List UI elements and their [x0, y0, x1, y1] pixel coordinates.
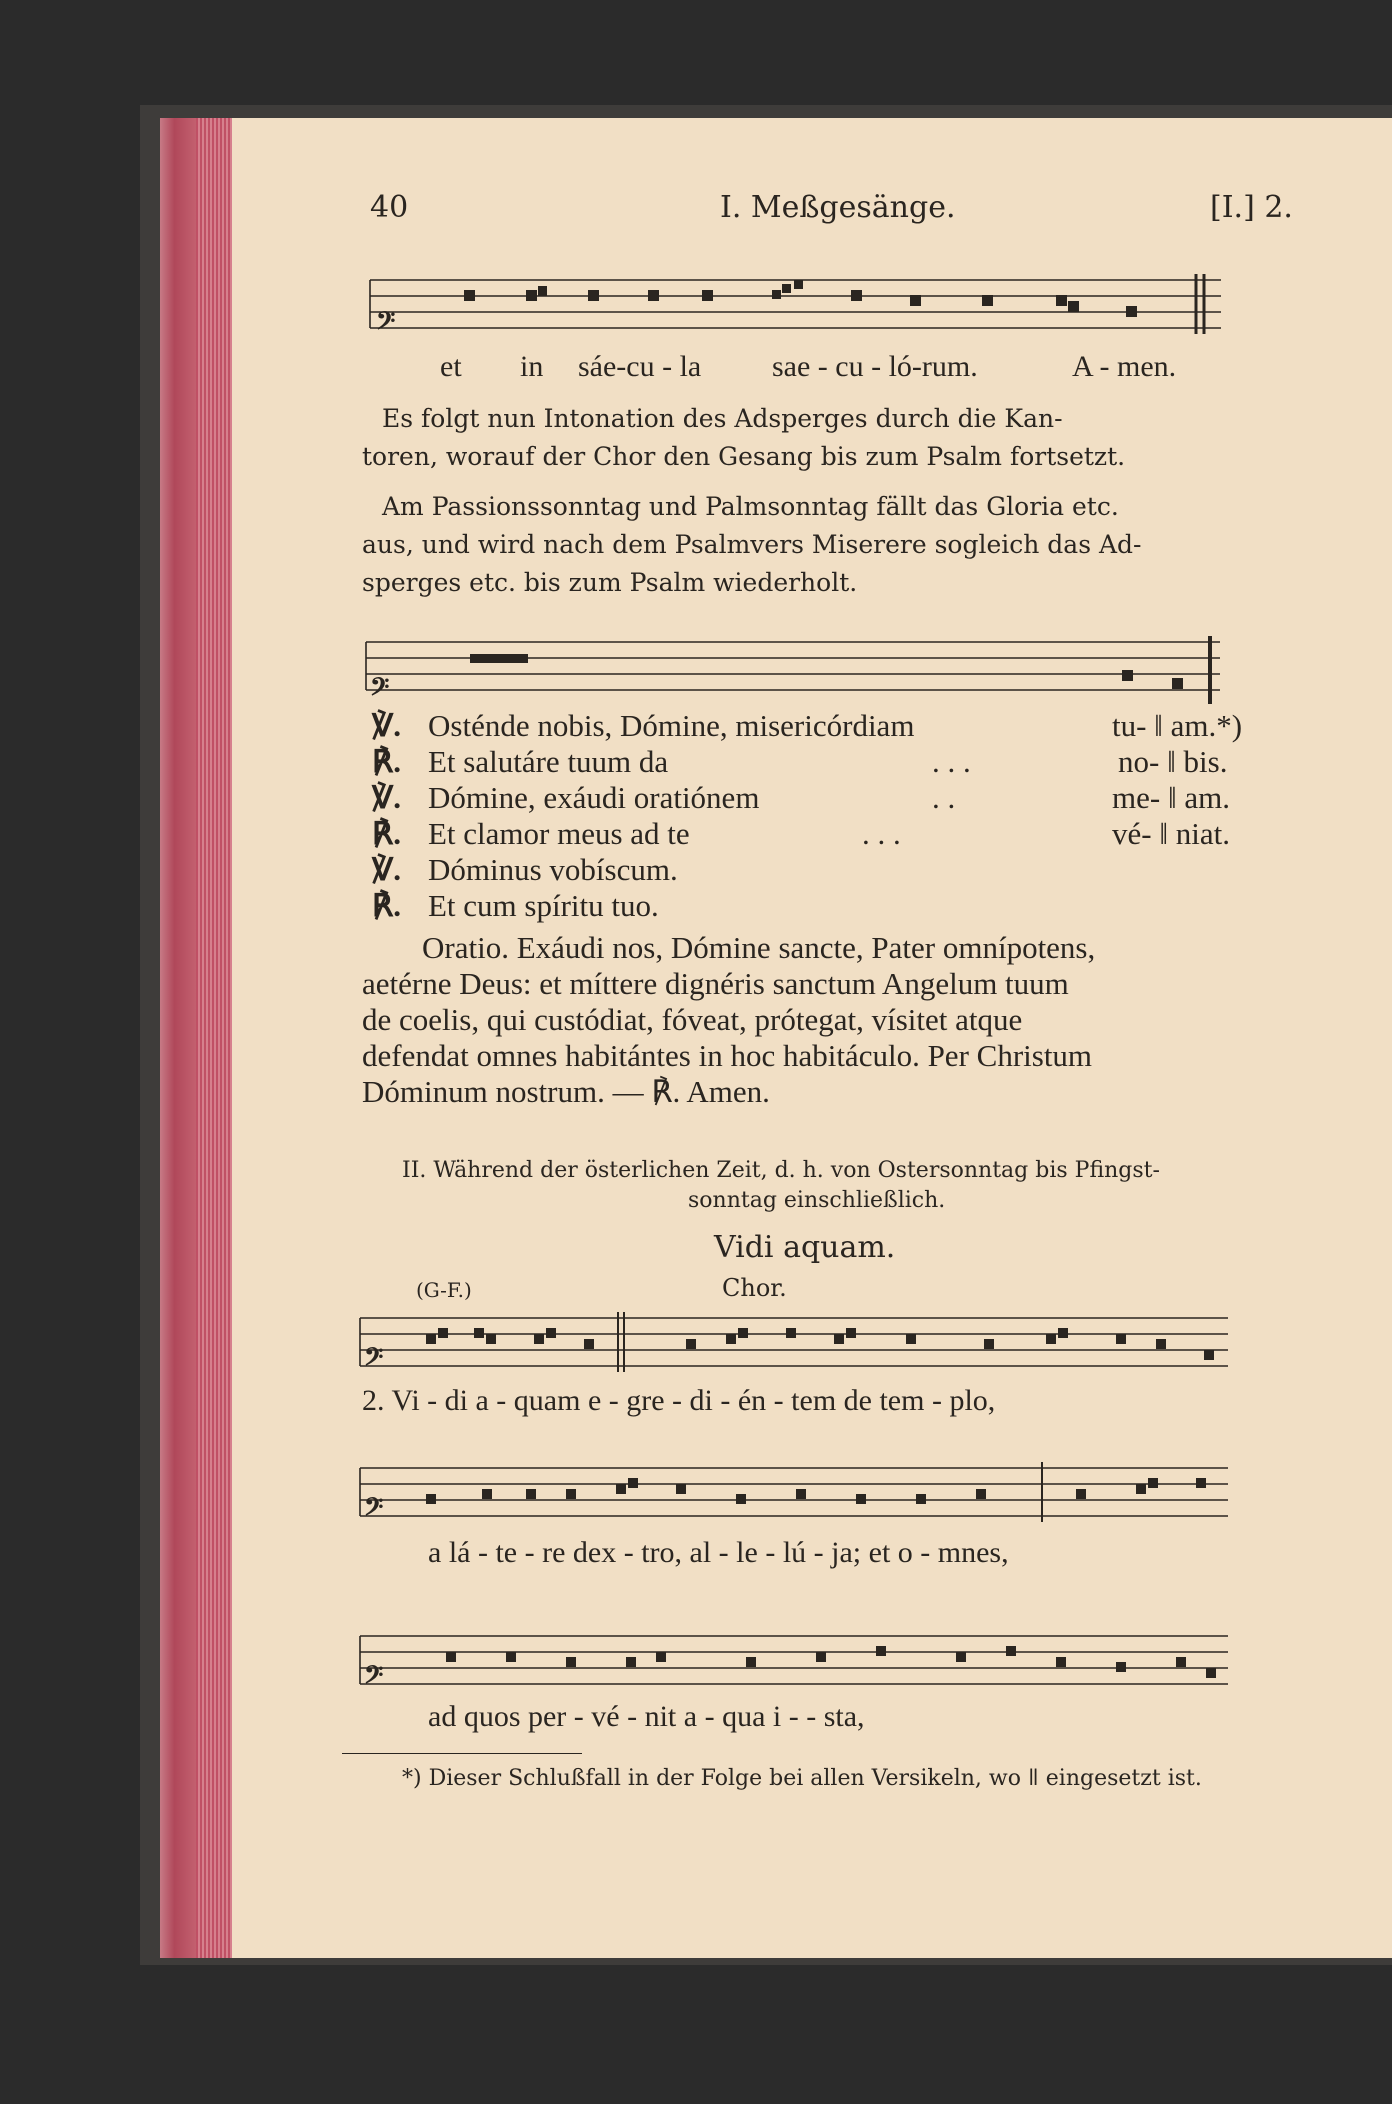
- svg-text:𝄢: 𝄢: [370, 673, 390, 708]
- chant-staff-1: [366, 270, 1226, 340]
- rubric-line: Es folgt nun Intonation des Adsperges durch die Kan-: [382, 404, 1063, 433]
- rubric-line: aus, und wird nach dem Psalmvers Miserere sogleich das Ad-: [362, 530, 1142, 559]
- versicle-sign: ℣.: [372, 852, 401, 887]
- versicle-text: Dómine, exáudi oratiónem: [428, 780, 760, 815]
- footnote: *) Dieser Schlußfall in der Folge bei allen Versikeln, wo ǁ eingesetzt ist.: [402, 1766, 1202, 1791]
- page-edges: [196, 118, 232, 1958]
- section-ref: [I.] 2.: [1210, 190, 1293, 225]
- oratio-line: Dóminum nostrum. — ℟. Amen.: [362, 1074, 770, 1109]
- leader-dots: . .: [932, 780, 956, 815]
- chant-staff-4: [356, 1458, 1236, 1528]
- response-sign: ℟.: [372, 744, 401, 779]
- rubric-line: toren, worauf der Chor den Gesang bis zum Psalm fortsetzt.: [362, 442, 1126, 471]
- versicle-line: [372, 780, 759, 816]
- chant-staff-2: [362, 628, 1232, 708]
- chant-lyrics-line: 2. Vi - di a - quam e - gre - di - én - tem de tem - plo,: [362, 1384, 996, 1417]
- versicle-line: [372, 708, 914, 744]
- staff-lines: [356, 1458, 1236, 1528]
- footnote-rule: [342, 1753, 582, 1754]
- lyric-saecula: sáe-cu - la: [578, 350, 702, 383]
- chant-staff-3: [356, 1308, 1236, 1378]
- response-line: [372, 888, 659, 924]
- response-ending: no- ǁ bis.: [1118, 744, 1228, 779]
- lyric-saeculorum: sae - cu - ló-rum.: [772, 350, 978, 383]
- staff-lines: [362, 628, 1232, 708]
- oratio-line: aetérne Deus: et míttere dignéris sanctum Angelum tuum: [362, 966, 1069, 1001]
- versicle-ending: me- ǁ am.: [1112, 780, 1231, 815]
- response-text: Et clamor meus ad te: [428, 816, 690, 851]
- versicle-text: Dóminus vobíscum.: [428, 852, 678, 887]
- chant-lyrics-line: a lá - te - re dex - tro, al - le - lú - ja; et o - mnes,: [428, 1536, 1009, 1569]
- mode-label: (G-F.): [416, 1278, 472, 1302]
- response-ending: vé- ǁ niat.: [1112, 816, 1231, 851]
- staff-lines: [356, 1626, 1236, 1696]
- lyric-amen: A - men.: [1072, 350, 1177, 383]
- response-line: [372, 816, 690, 852]
- page-title: I. Meßgesänge.: [720, 190, 956, 225]
- oratio-line: de coelis, qui custódiat, fóveat, prótegat, vísitet atque: [362, 1002, 1023, 1037]
- versicle-sign: ℣.: [372, 708, 401, 743]
- svg-text:𝄢: 𝄢: [376, 307, 396, 340]
- oratio-line: Oratio. Exáudi nos, Dómine sancte, Pater omnípotens,: [422, 930, 1096, 965]
- page-number: 40: [370, 190, 409, 225]
- staff-lines: [366, 270, 1226, 340]
- response-text: Et cum spíritu tuo.: [428, 888, 659, 923]
- chant-lyrics-line: ad quos per - vé - nit a - qua i - - sta,: [428, 1700, 865, 1733]
- versicle-line: [372, 852, 678, 888]
- section-heading: sonntag einschließlich.: [688, 1188, 946, 1213]
- rubric-line: Am Passionssonntag und Palmsonntag fällt das Gloria etc.: [382, 492, 1119, 521]
- leader-dots: . . .: [862, 816, 901, 851]
- oratio-line: defendat omnes habitántes in hoc habitáculo. Per Christum: [362, 1038, 1093, 1073]
- svg-text:𝄢: 𝄢: [364, 1661, 384, 1696]
- svg-text:𝄢: 𝄢: [364, 1493, 384, 1528]
- response-sign: ℟.: [372, 888, 401, 923]
- choir-label: Chor.: [722, 1274, 787, 1302]
- chant-staff-5: [356, 1626, 1236, 1696]
- leader-dots: . . .: [932, 744, 971, 779]
- response-text: Et salutáre tuum da: [428, 744, 669, 779]
- versicle-sign: ℣.: [372, 780, 401, 815]
- chant-title: Vidi aquam.: [714, 1230, 896, 1265]
- response-line: [372, 744, 668, 780]
- lyric-in: in: [520, 350, 544, 383]
- staff-lines: [356, 1308, 1236, 1378]
- versicle-text: Osténde nobis, Dómine, misericórdiam: [428, 708, 915, 743]
- book-spine-edge: [160, 118, 196, 1958]
- response-sign: ℟.: [372, 816, 401, 851]
- rubric-line: sperges etc. bis zum Psalm wiederholt.: [362, 568, 858, 597]
- versicle-ending: tu- ǁ am.*): [1112, 708, 1243, 743]
- svg-text:𝄢: 𝄢: [364, 1343, 384, 1378]
- lyric-et: et: [440, 350, 462, 383]
- section-heading: II. Während der österlichen Zeit, d. h. von Ostersonntag bis Pfingst-: [402, 1158, 1160, 1183]
- book-page: [232, 118, 1392, 1958]
